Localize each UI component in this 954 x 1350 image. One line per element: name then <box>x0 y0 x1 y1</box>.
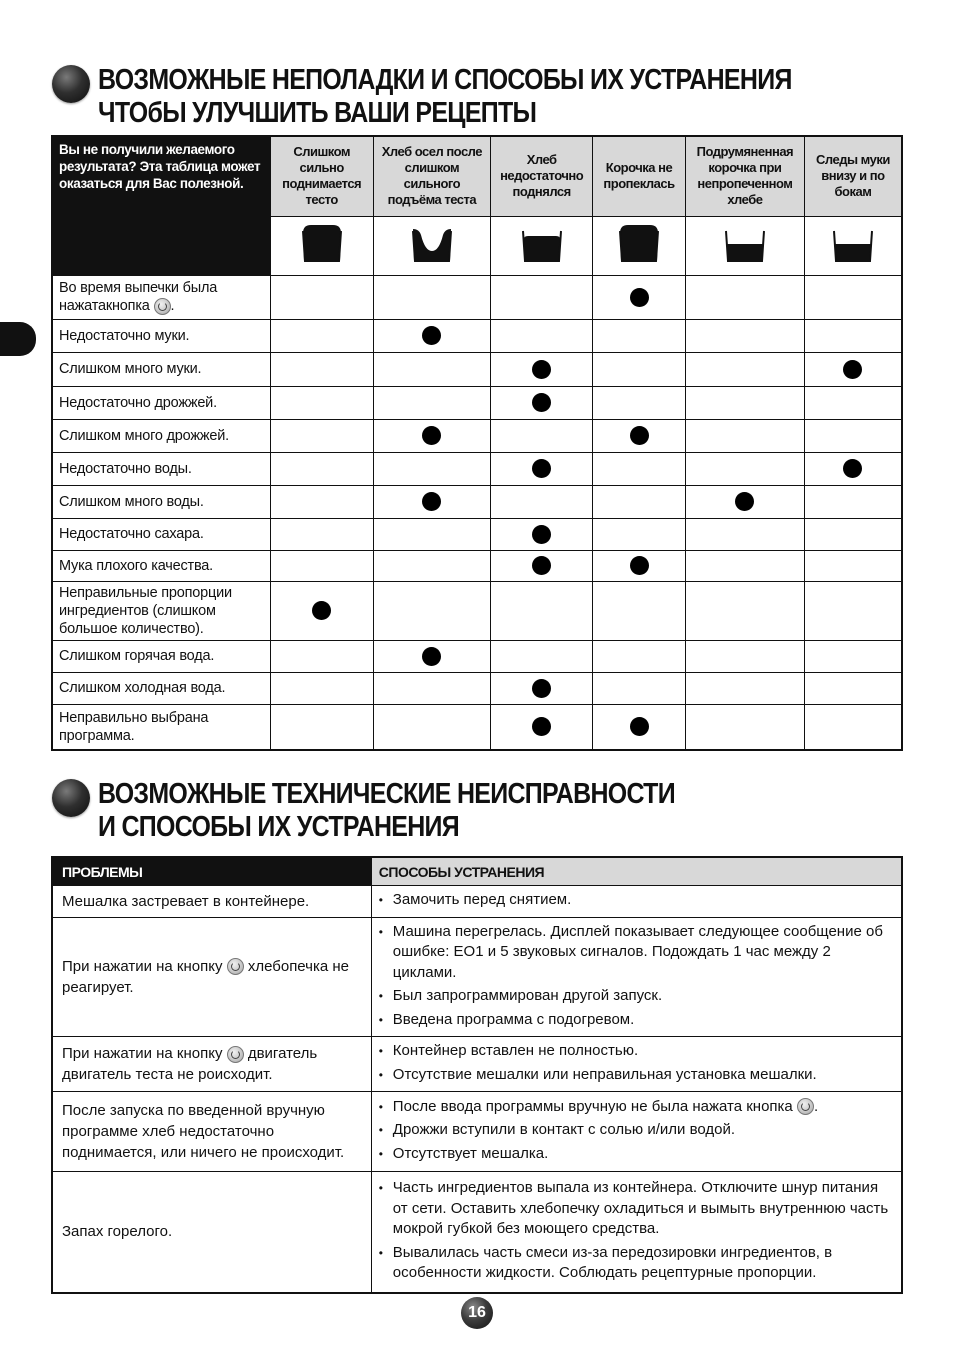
row-cause-label <box>52 518 270 550</box>
technical-problems-table <box>51 856 903 1294</box>
table-row <box>52 319 902 352</box>
matrix-cell <box>270 275 373 319</box>
matrix-cell <box>593 419 686 452</box>
page-number: 16 <box>461 1297 493 1329</box>
matrix-cell <box>804 581 902 640</box>
cause-text: Во время выпечки была нажатакнопка <box>59 280 218 314</box>
column-header: Хлеб осел после слишком сильного подъёма теста <box>373 136 491 216</box>
solution-text: Отсутствует мешалка. <box>392 1144 549 1162</box>
matrix-cell <box>593 640 686 672</box>
section1-title-line1: ВОЗМОЖНЫЕ НЕПОЛАДКИ И СПОСОБЫ ИХ УСТРАНЕНИЯ <box>98 64 792 96</box>
matrix-cell <box>685 419 804 452</box>
bread-shape-flat-low-icon <box>722 221 768 265</box>
solution-text: Замочить перед снятием. <box>392 891 572 908</box>
table-intro: Вы не получили желаемого результата? Эта таблица может оказаться для Вас полезной. <box>52 136 270 275</box>
cause-text: Мука плохого качества. <box>59 557 213 574</box>
matrix-cell <box>373 518 491 550</box>
cause-marker-dot <box>630 426 649 445</box>
table-row <box>52 518 902 550</box>
matrix-cell <box>373 452 491 485</box>
matrix-cell <box>373 419 491 452</box>
cause-marker-dot <box>630 288 649 307</box>
row-cause-label <box>52 452 270 485</box>
cause-text: Неправильно выбрана программа. <box>59 709 209 744</box>
cause-marker-dot <box>422 492 441 511</box>
row-cause-label <box>52 319 270 352</box>
matrix-cell <box>373 386 491 419</box>
row-cause-label <box>52 386 270 419</box>
matrix-cell <box>373 485 491 518</box>
matrix-cell <box>593 275 686 319</box>
start-button-icon <box>227 1046 244 1063</box>
matrix-cell <box>685 485 804 518</box>
matrix-cell <box>804 319 902 352</box>
table-row <box>52 581 902 640</box>
matrix-cell <box>491 319 593 352</box>
cause-text: Слишком много дрожжей. <box>59 427 229 444</box>
matrix-cell <box>491 452 593 485</box>
bread-shape-cell <box>373 216 491 275</box>
matrix-cell <box>685 672 804 704</box>
row-cause-label <box>52 352 270 386</box>
matrix-cell <box>804 386 902 419</box>
solution-list <box>378 1178 895 1284</box>
matrix-cell <box>373 319 491 352</box>
matrix-cell <box>593 319 686 352</box>
matrix-cell <box>804 419 902 452</box>
matrix-cell <box>491 485 593 518</box>
matrix-cell <box>270 581 373 640</box>
section2-title-line1: ВОЗМОЖНЫЕ ТЕХНИЧЕСКИЕ НЕИСПРАВНОСТИ <box>98 778 675 810</box>
matrix-cell <box>373 704 491 750</box>
matrix-cell <box>491 672 593 704</box>
matrix-cell <box>685 352 804 386</box>
solution-cell <box>371 886 902 918</box>
cause-marker-dot <box>422 326 441 345</box>
cause-marker-dot <box>532 556 551 575</box>
cause-marker-dot <box>630 556 649 575</box>
solution-item <box>378 1041 895 1062</box>
matrix-cell <box>270 550 373 581</box>
row-cause-label <box>52 581 270 640</box>
table-row <box>52 419 902 452</box>
column-header: Подрумяненная корочка при непропеченном хлебе <box>685 136 804 216</box>
matrix-cell <box>685 581 804 640</box>
table-row <box>52 886 902 918</box>
bread-shape-cell <box>685 216 804 275</box>
bread-shape-flat-low-icon <box>830 221 876 265</box>
matrix-cell <box>491 352 593 386</box>
matrix-cell <box>593 518 686 550</box>
solution-list <box>378 922 895 1031</box>
solution-item <box>378 986 895 1007</box>
bullet-ball-icon <box>52 779 90 817</box>
table-row <box>52 352 902 386</box>
solutions-header: СПОСОБЫ УСТРАНЕНИЯ <box>371 857 902 886</box>
problem-text: Мешалка застревает в контейнере. <box>62 892 310 910</box>
table-row <box>52 1172 902 1293</box>
bread-shape-cell <box>491 216 593 275</box>
matrix-cell <box>270 518 373 550</box>
solution-cell <box>371 1037 902 1092</box>
problem-cell <box>52 1172 371 1293</box>
solution-item <box>378 1120 895 1141</box>
matrix-cell <box>685 319 804 352</box>
cause-text: Слишком много муки. <box>59 361 202 377</box>
problem-text: После запуска по введенной вручную программе хлеб недостаточно поднимается, или ничего не происходит. <box>62 1102 345 1161</box>
matrix-cell <box>685 550 804 581</box>
cause-marker-dot <box>532 717 551 736</box>
section1-title-line2: ЧТОбЫ УЛУЧШИТЬ ВАШИ РЕЦЕПТЫ <box>98 97 537 129</box>
table-row <box>52 640 902 672</box>
solution-text: Вывалилась часть смеси из-за передозировки ингредиентов, в особенности жидкости. Соблюдать рецептурные пропорции. <box>392 1243 833 1281</box>
bullet-ball-icon <box>52 65 90 103</box>
matrix-cell <box>685 704 804 750</box>
column-header: Следы муки внизу и по бокам <box>804 136 902 216</box>
table-row <box>52 550 902 581</box>
bread-shape-short-icon <box>519 221 565 265</box>
cause-text: Неправильные пропорции ингредиентов (слишком большое количество). <box>59 584 232 637</box>
cause-text-suffix: . <box>170 298 175 314</box>
cause-text: Слишком много воды. <box>59 493 204 510</box>
matrix-cell <box>270 452 373 485</box>
bread-shape-tall-dome-icon <box>299 221 345 265</box>
matrix-cell <box>491 581 593 640</box>
matrix-cell <box>373 581 491 640</box>
solution-text: Дрожжи вступили в контакт с солью и/или водой. <box>392 1121 736 1139</box>
cause-marker-dot <box>532 679 551 698</box>
matrix-cell <box>804 485 902 518</box>
row-cause-label <box>52 550 270 581</box>
matrix-cell <box>270 419 373 452</box>
solution-item <box>378 1178 895 1240</box>
solution-cell <box>371 917 902 1037</box>
solution-item <box>378 1144 895 1165</box>
table-row <box>52 485 902 518</box>
start-button-icon <box>227 958 244 975</box>
bread-shape-cell <box>270 216 373 275</box>
matrix-cell <box>270 640 373 672</box>
cause-marker-dot <box>843 459 862 478</box>
solution-text: Отсутствие мешалки или неправильная установка мешалки. <box>392 1065 817 1083</box>
solution-list <box>378 890 895 911</box>
table-row <box>52 275 902 319</box>
matrix-cell <box>685 452 804 485</box>
matrix-cell <box>270 672 373 704</box>
row-cause-label <box>52 640 270 672</box>
bread-shape-cell <box>804 216 902 275</box>
matrix-cell <box>804 518 902 550</box>
table-row <box>52 1092 902 1172</box>
problem-cell <box>52 917 371 1037</box>
cause-text: Недостаточно воды. <box>59 460 192 477</box>
row-cause-label <box>52 485 270 518</box>
solution-item <box>378 1097 895 1118</box>
solution-cell <box>371 1092 902 1172</box>
matrix-cell <box>593 452 686 485</box>
matrix-cell <box>804 550 902 581</box>
problem-cell <box>52 1037 371 1092</box>
matrix-cell <box>685 518 804 550</box>
side-tab-marker <box>0 322 36 356</box>
problem-text-suffix: двигатель двигатель теста не роисходит. <box>62 1045 318 1083</box>
matrix-cell <box>804 672 902 704</box>
cause-text: Недостаточно муки. <box>59 327 190 344</box>
problem-cell <box>52 886 371 918</box>
matrix-cell <box>593 704 686 750</box>
solution-cell <box>371 1172 902 1293</box>
matrix-cell <box>373 550 491 581</box>
problem-text: При нажатии на кнопку <box>62 1045 223 1062</box>
cause-marker-dot <box>532 393 551 412</box>
cause-marker-dot <box>735 492 754 511</box>
solution-text-suffix: . <box>813 1097 819 1115</box>
solution-item <box>378 922 895 984</box>
matrix-cell <box>491 550 593 581</box>
matrix-cell <box>804 452 902 485</box>
cause-marker-dot <box>532 459 551 478</box>
table-row <box>52 1037 902 1092</box>
matrix-cell <box>593 386 686 419</box>
problem-text-suffix: хлебопечка не реагирует. <box>62 957 349 996</box>
row-cause-label <box>52 704 270 750</box>
matrix-cell <box>491 518 593 550</box>
recipe-problems-table <box>51 135 903 751</box>
cause-marker-dot <box>532 360 551 379</box>
matrix-cell <box>593 352 686 386</box>
start-button-icon <box>797 1098 814 1115</box>
matrix-cell <box>593 485 686 518</box>
matrix-cell <box>685 640 804 672</box>
matrix-cell <box>685 275 804 319</box>
row-cause-label <box>52 275 270 319</box>
solution-text: Был запрограммирован другой запуск. <box>392 987 663 1004</box>
matrix-cell <box>491 386 593 419</box>
solution-item <box>378 1243 895 1284</box>
cause-text: Слишком горячая вода. <box>59 648 215 664</box>
column-header: Корочка не пропеклась <box>593 136 686 216</box>
solution-list <box>378 1041 895 1085</box>
matrix-cell <box>270 485 373 518</box>
section1-heading <box>52 64 905 130</box>
problem-text: При нажатии на кнопку <box>62 957 223 975</box>
cause-marker-dot <box>312 601 331 620</box>
column-header: Слишком сильно поднимается тесто <box>270 136 373 216</box>
solution-item <box>378 1010 895 1031</box>
matrix-cell <box>593 550 686 581</box>
matrix-cell <box>373 640 491 672</box>
problems-header: ПРОБЛЕМЫ <box>52 857 371 886</box>
matrix-cell <box>491 640 593 672</box>
table-row <box>52 672 902 704</box>
problem-text: Запах горелого. <box>62 1223 173 1241</box>
matrix-cell <box>685 386 804 419</box>
cause-text: Слишком холодная вода. <box>59 680 226 696</box>
problem-cell <box>52 1092 371 1172</box>
section2-title-line2: И СПОСОБЫ ИХ УСТРАНЕНИЯ <box>98 811 460 843</box>
matrix-cell <box>373 672 491 704</box>
solution-item <box>378 890 895 911</box>
cause-marker-dot <box>422 647 441 666</box>
matrix-cell <box>804 704 902 750</box>
cause-text: Недостаточно дрожжей. <box>59 394 217 411</box>
matrix-cell <box>593 581 686 640</box>
matrix-cell <box>804 275 902 319</box>
table-row <box>52 704 902 750</box>
bread-shape-cell <box>593 216 686 275</box>
matrix-cell <box>804 352 902 386</box>
cause-marker-dot <box>422 426 441 445</box>
solution-text: Машина перегрелась. Дисплей показывает следующее сообщение об ошибке: EO1 и 5 звуковых сигналов. Подождать 1 час между 2 циклами. <box>392 922 883 981</box>
matrix-cell <box>491 419 593 452</box>
row-cause-label <box>52 672 270 704</box>
cause-marker-dot <box>532 525 551 544</box>
bread-shape-tall-dome-icon <box>616 221 662 265</box>
section2-heading <box>52 778 769 844</box>
matrix-cell <box>491 704 593 750</box>
row-cause-label <box>52 419 270 452</box>
cause-text: Недостаточно сахара. <box>59 526 204 542</box>
matrix-cell <box>804 640 902 672</box>
bread-shape-sunken-icon <box>409 221 455 265</box>
matrix-cell <box>270 386 373 419</box>
matrix-cell <box>270 704 373 750</box>
column-header: Хлеб недостаточно поднялся <box>491 136 593 216</box>
solution-text: Часть ингредиентов выпала из контейнера. Отключите шнур питания от сети. Оставить хлебопечку охладиться и вымыть внутреннюю часть мокрой губкой без моющего средства. <box>392 1179 889 1237</box>
solution-list <box>378 1097 895 1165</box>
solution-item <box>378 1065 895 1086</box>
table-row <box>52 386 902 419</box>
start-button-icon <box>154 298 171 315</box>
matrix-cell <box>373 352 491 386</box>
cause-marker-dot <box>630 717 649 736</box>
matrix-cell <box>270 352 373 386</box>
solution-text: Введена программа с подогревом. <box>392 1010 635 1028</box>
table-row <box>52 452 902 485</box>
matrix-cell <box>373 275 491 319</box>
matrix-cell <box>593 672 686 704</box>
table-row <box>52 917 902 1037</box>
matrix-cell <box>491 275 593 319</box>
solution-text: Контейнер вставлен не полностью. <box>392 1042 639 1059</box>
matrix-cell <box>270 319 373 352</box>
solution-text: После ввода программы вручную не была нажата кнопка <box>392 1097 793 1115</box>
cause-marker-dot <box>843 360 862 379</box>
